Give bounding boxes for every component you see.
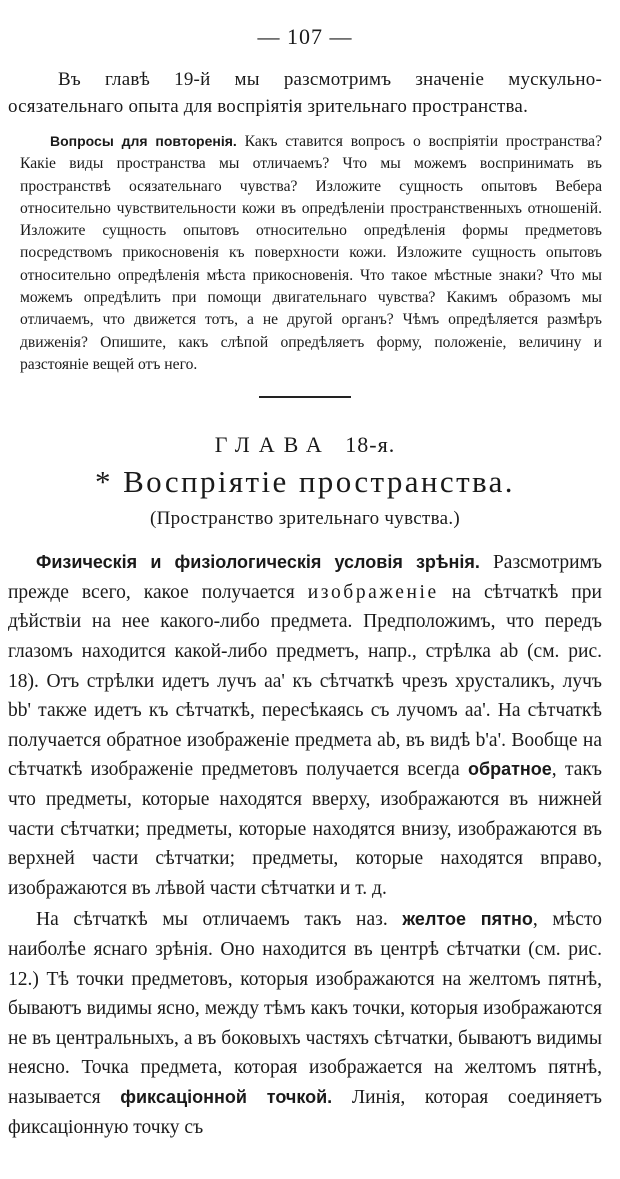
chapter-label: [8, 432, 602, 458]
page-number: — 107 —: [257, 24, 353, 49]
review-questions-text: Какъ ставится вопросъ о воспріятіи пространства? Какіе виды пространства мы отличаемъ? Что мы можемъ воспринимать въ пространствѣ осязательнаго чувства? Изложите сущность опытовъ Вебера относительно чувствительности кожи въ опредѣленіи пространственныхъ отношеній. Изложите сущность опытовъ относительно опредѣленія формы предметовъ посредствомъ прикосновенія къ поверхности кожи. Изложите сущность опытовъ относительно опредѣленія мѣста прикосновенія. Что такое мѣстные знаки? Что мы можемъ опредѣлить при помощи двигательнаго чувства? Какимъ образомъ мы отличаемъ, что движется тотъ, а не другой органъ? Чѣмъ опредѣляется размѣръ движенія? Опишите, какъ слѣпой опредѣляетъ форму, положеніе, величину и разстояніе вещей отъ него.: [20, 133, 602, 373]
intro-paragraph: Въ главѣ 19-й мы разсмотримъ значеніе мускульно-осязательнаго опыта для воспріятія зрительнаго пространства.: [8, 69, 602, 117]
review-questions-heading: Вопросы для повторенія.: [50, 133, 237, 149]
emphasized-term: изображеніе: [307, 581, 439, 603]
paragraph-text: , мѣсто наиболѣе яснаго зрѣнія. Оно находится въ центрѣ сѣтчатки (см. рис. 12.) Тѣ точки предметовъ, которыя изображаются на желтомъ пятнѣ, бываютъ видимы ясно, между тѣмъ какъ точки, которыя изображаются не въ центральныхъ, а въ боковыхъ частяхъ сѣтчатки, бываютъ видимы неясно. Точка предмета, которая изображается на желтомъ пятнѣ, называется: [8, 909, 602, 1108]
chapter-number: 18-я.: [345, 432, 396, 458]
chapter-title: * Воспріятіе пространства.: [95, 464, 515, 500]
paragraph-text: Разсмотримъ прежде всего, какое получается: [8, 552, 603, 603]
bold-term: обратное: [467, 759, 552, 780]
paragraph-text: На сѣтчаткѣ мы отличаемъ такъ наз.: [36, 909, 403, 931]
body-paragraph-1: [8, 548, 602, 903]
paragraph-text: на сѣтчаткѣ при дѣйствіи на нее какого-либо предмета. Предположимъ, что передъ глазомъ находится какой-либо предметъ, напр., стрѣлка ab (см. рис. 18). Отъ стрѣлки идетъ лучъ aa' къ сѣтчаткѣ чрезъ хрусталикъ, лучъ bb' также идетъ къ сѣтчаткѣ, пересѣкаясь съ лучомъ aa'. На сѣтчаткѣ получается обратное изображеніе предмета ab, въ видѣ b'a'. Вообще на сѣтчаткѣ изображеніе предметовъ получается всегда: [8, 581, 602, 781]
paragraph-text: Линія, которая соединяетъ фиксаціонную точку съ: [8, 1086, 602, 1138]
paragraph-text: , такъ что предметы, которые находятся вверху, изображаются въ нижней части сѣтчатки; предметы, которые находятся внизу, изображаются въ верхней части сѣтчатки; предметы, которые находятся вправо, изображаются въ лѣвой части сѣтчатки и т. д.: [8, 759, 602, 899]
paragraph-lead-heading: Физическія и физіологическія условія зрѣнія.: [36, 552, 480, 573]
chapter-subtitle: (Пространство зрительнаго чувства.): [149, 508, 461, 530]
body-paragraph-2: [8, 905, 602, 1142]
bold-term: фиксаціонной точкой.: [120, 1086, 333, 1107]
section-divider: [259, 396, 351, 398]
review-questions: [8, 130, 602, 376]
chapter-word: ГЛАВА: [214, 432, 331, 458]
bold-term: желтое пятно: [402, 909, 533, 930]
